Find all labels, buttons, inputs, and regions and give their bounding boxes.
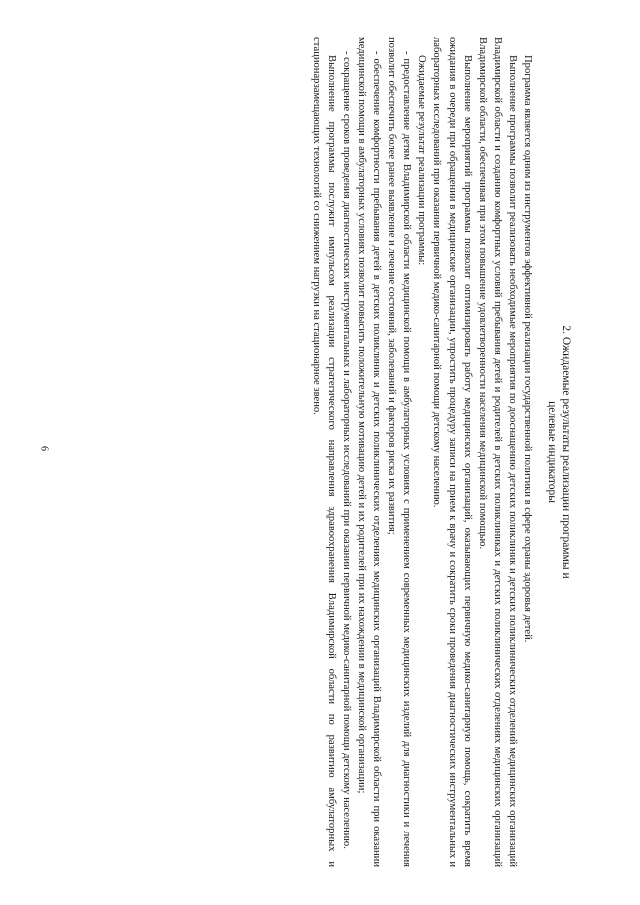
list-item-medical-help: - предоставление детям Владимирской области медицинской помощи в амбулаторных условиях с применением современных медицинских изделий для диагностики и лечения позволит обеспечить более ранее выявление и лечение состояний, заболеваний и факторов риска их развития;	[386, 37, 413, 867]
paragraph-results-title: Ожидаемые результат реализации программы:	[416, 55, 428, 266]
rotated-page-content	[55, 37, 585, 867]
paragraph-conclusion: Выполнение программы послужит импульсом реализации стратегического направления здравоохранения Владимирской области по развитию амбулаторных и стационарзамещающих технологий со снижением нагрузки на стационарное звено.	[310, 37, 337, 867]
section-heading	[545, 37, 573, 867]
section-heading-line-1: 2. Ожидаемые результаты реализации программы и	[560, 325, 572, 579]
list-item-diagnostics: - сокращение сроков проведения диагностических инструментальных и лабораторных исследований при оказании первичной медико-санитарной помощи детскому населению.	[340, 51, 352, 849]
paragraph-intro: Программа является одним из инструментов эффективной реализации государственной политики в сфере охраны здоровья детей.	[522, 55, 533, 643]
section-heading-line-2: целевые индикаторы	[546, 401, 558, 503]
paragraph-optimization: Выполнение мероприятий программы позволит оптимизировать работу медицинских организаций, оказывающих первичную медико-санитарную помощь, сократить время ожидания в очереди при обращении в медицинские организации, упростить процедуру записи на прием к врачу и сократить сроки проведения диагностических инструментальных и лабораторных исследований при оказании первичной медико-санитарной помощи детскому населению.	[431, 37, 473, 867]
list-item-comfort: - обеспечение комфортности пребывания детей в детских поликлиник и детских поликлинических отделениях медицинских организаций Владимирской области при оказании медицинской помощи в амбулаторных условиях позволит повысить положительную мотивацию детей и их родителей при их нахождении в медицинской организации;	[355, 37, 383, 867]
paragraph-equipment: Выполнение программы позволит реализовать необходимые мероприятия по дооснащению детских поликлиник и детских поликлинических отделений медицинских организаций Владимирской области и созданию комфортных условий пребывания детей и родителей в детских поликлиниках и детских поликлинических отделениях медицинских организаций Владимирской области, обеспечивая при этом повышение удовлетворенности населения медицинской помощью.	[476, 37, 518, 867]
page-number: 6	[38, 446, 50, 451]
